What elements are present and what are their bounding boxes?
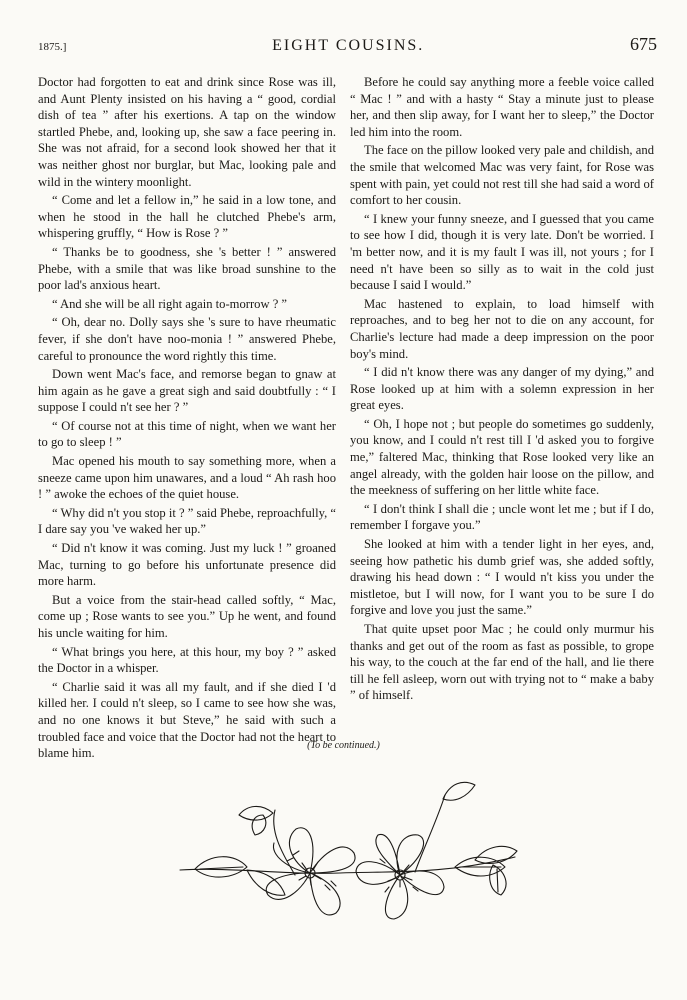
header-year: 1875.]	[38, 41, 67, 53]
paragraph: “ And she will be all right again to-morrow ? ”	[52, 296, 288, 311]
paragraph: She looked at him with a tender light in her eyes, and, seeing how pathetic his dumb grief was, she added softly, drawing his head down : “ I would n't kiss you under the mistletoe, but I will now, for I want you to be sure I do forgive and love you just the same.”	[350, 537, 654, 618]
paragraph: Mac opened his mouth to say something more, when a sneeze came upon him unawares, and a loud “ Ah rash hoo ! ” awoke the echoes of the quiet house.	[38, 454, 336, 502]
apple-blossom-branch-icon	[175, 775, 525, 965]
paragraph: But a voice from the stair-head called softly, “ Mac, come up ; Rose wants to see you.” Up he went, and found his uncle waiting for him.	[38, 592, 336, 640]
paragraph: “ Come and let a fellow in,” he said in a low tone, and when he stood in the hall he clutched Phebe's arm, whispering gruffly, “ How is Rose ? ”	[38, 193, 336, 241]
right-column	[350, 74, 654, 706]
paragraph: Doctor had forgotten to eat and drink since Rose was ill, and Aunt Plenty insisted on his having a “ good, cordial dish of tea ” after his exertions. A tap on the window startled Phebe, and, looking up, she saw a face peering in. She was not afraid, for a second look showed her that it was neither ghost nor burglar, but Mac, looking pale and wild in the wintery moonlight.	[38, 75, 336, 189]
paragraph: “ Why did n't you stop it ? ” said Phebe, reproachfully, “ I dare say you 've waked her up.”	[38, 505, 336, 537]
left-column	[38, 74, 336, 764]
paragraph: “ Of course not at this time of night, when we want her to go to sleep ! ”	[38, 418, 336, 450]
paragraph: Before he could say anything more a feeble voice called “ Mac ! ” and with a hasty “ Stay a minute just to please her, and then slip away, for I want her to sleep,” the Doctor led him into the room.	[350, 75, 654, 139]
paragraph: “ Did n't know it was coming. Just my luck ! ” groaned Mac, turning to go before his unfortunate presence did more harm.	[38, 541, 336, 589]
paragraph: “ Thanks be to goodness, she 's better ! ” answered Phebe, with a smile that was like broad sunshine to the poor lad's anxious heart.	[38, 244, 336, 293]
paragraph: “ I don't think I shall die ; uncle wont let me ; but if I do, remember I forgave you.”	[350, 501, 654, 533]
paragraph: Down went Mac's face, and remorse began to gnaw at him again as he gave a great sigh and said doubtfully : “ I suppose I could n't see her ? ”	[38, 367, 336, 415]
paragraph: “ I knew your funny sneeze, and I guessed that you came to see how I did, though it is very late. Don't be worried. I 'm better now, and it is my fault I was ill, not yours ; for I need n't have been so silly as to wait in the cold just because I said I would.”	[350, 211, 654, 293]
paragraph: The face on the pillow looked very pale and childish, and the smile that welcomed Mac was very faint, for Rose was spent with pain, yet could not rest till she had said a word of comfort to her cousin.	[350, 143, 654, 208]
paragraph: “ I did n't know there was any danger of my dying,” and Rose looked up at him with a solemn expression in her great eyes.	[350, 365, 654, 413]
paragraph: “ Charlie said it was all my fault, and if she died I 'd killed her. I could n't sleep, so I came to see how she was, and no one knows it but Steve,” he said with such a troubled face and voice that the Doctor had not the heart to blame him.	[38, 679, 336, 761]
running-header	[38, 34, 657, 58]
to-be-continued-note: (To be continued.)	[307, 740, 380, 751]
page-number: 675	[629, 34, 657, 54]
paragraph: “ Oh, I hope not ; but people do sometimes go suddenly, you know, and I could n't rest till I 'd asked you to forgive me,” faltered Mac, thinking that Rose looked very like an angel already, with the golden hair loose on the pillow, and the meekness of suffering on her little white face.	[350, 416, 654, 498]
header-title: EIGHT COUSINS.	[272, 37, 425, 54]
paragraph: “ What brings you here, at this hour, my boy ? ” asked the Doctor in a whisper.	[38, 644, 336, 676]
paragraph: That quite upset poor Mac ; he could only murmur his thanks and get out of the room as fast as possible, to grope his way, to the couch at the far end of the hall, and lie there till he fell asleep, worn out with trying not to “ make a baby ” of himself.	[350, 622, 654, 703]
paragraph: “ Oh, dear no. Dolly says she 's sure to have rheumatic fever, if she don't have noo-monia ! ” answered Phebe, careful to pronounce the word rightly this time.	[38, 315, 336, 363]
paragraph: Mac hastened to explain, to load himself with reproaches, and to beg her not to die on any account, for Charlie's lecture had made a deep impression on the poor boy's mind.	[350, 296, 654, 361]
